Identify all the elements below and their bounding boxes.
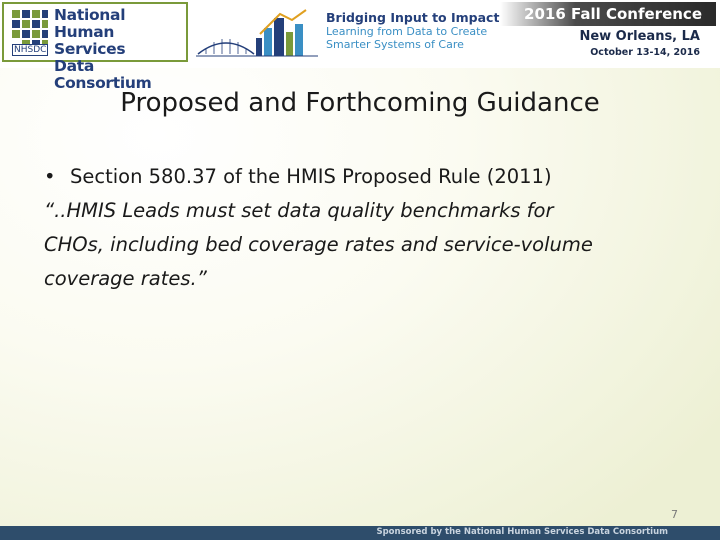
- conference-bar: [500, 2, 716, 26]
- conference-dates: October 13-14, 2016: [590, 47, 700, 58]
- bullet-marker: •: [44, 165, 56, 188]
- sponsor-text: Sponsored by the National Human Services Data Consortium: [376, 527, 668, 537]
- page-number: 7: [671, 508, 678, 521]
- tagline-sub-1: Learning from Data to Create: [326, 25, 488, 38]
- slide-title: Proposed and Forthcoming Guidance: [120, 88, 600, 118]
- bridge-skyline-icon: [196, 4, 318, 64]
- header-banner: [0, 0, 720, 92]
- tagline-title: Bridging Input to Impact: [326, 10, 500, 25]
- bullet-text: Section 580.37 of the HMIS Proposed Rule (2011): [70, 165, 552, 188]
- conference-tagline: [326, 10, 499, 51]
- conference-city: New Orleans, LA: [579, 29, 700, 44]
- org-name-line-2: Human Services: [54, 23, 126, 58]
- slide-body: [44, 160, 684, 296]
- quote-line-1: “..HMIS Leads must set data quality benchmarks for: [44, 199, 554, 222]
- footer-bar: [0, 526, 720, 540]
- org-name-line-1: National: [54, 6, 126, 24]
- conference-info: [500, 2, 716, 62]
- quote-line-3: coverage rates.”: [44, 267, 207, 290]
- quote-line-2: CHOs, including bed coverage rates and service-volume: [44, 233, 593, 256]
- tagline-sub-2: Smarter Systems of Care: [326, 38, 464, 51]
- org-name-line-3: Data Consortium: [54, 57, 152, 92]
- bullet-item: [44, 160, 684, 194]
- org-abbrev: NHSDC: [14, 45, 47, 55]
- org-name: [54, 7, 186, 92]
- nhsdc-logo: [2, 2, 188, 92]
- conference-name: 2016 Fall Conference: [524, 5, 702, 23]
